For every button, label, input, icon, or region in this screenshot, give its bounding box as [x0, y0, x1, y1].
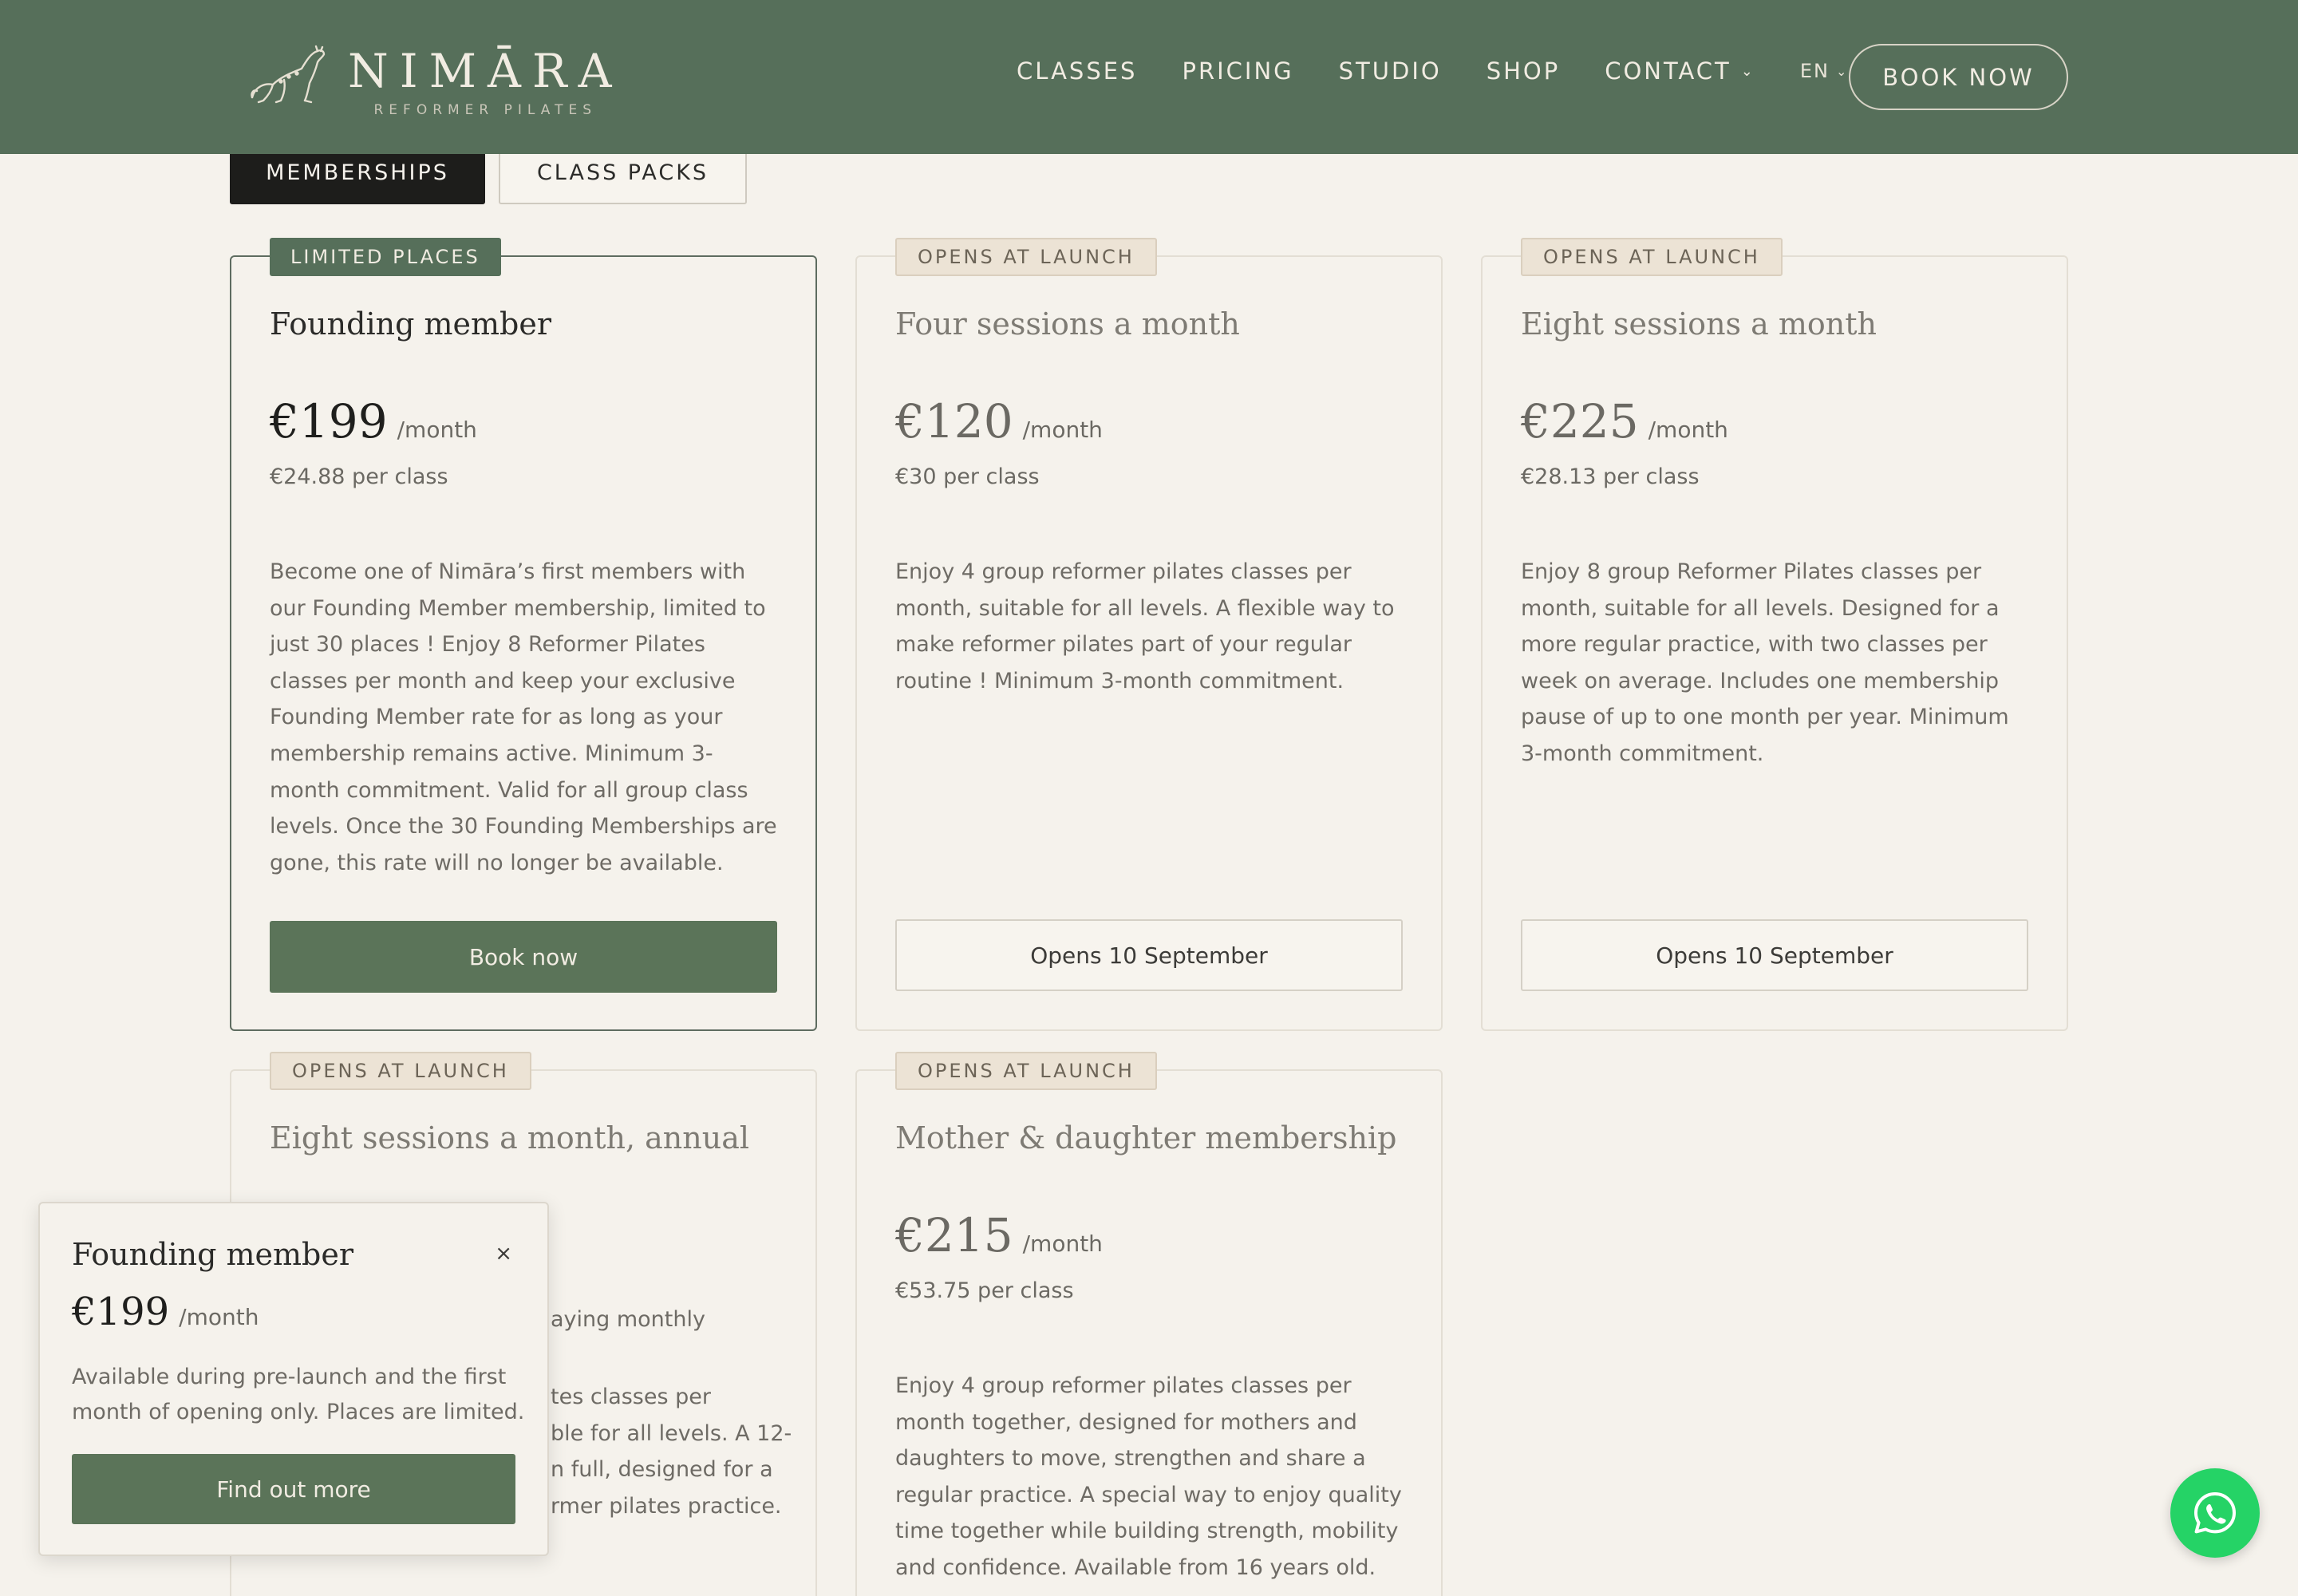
leopard-icon — [249, 45, 329, 109]
plan-description: Enjoy 8 group Reformer Pilates classes per month, suitable for all levels. Designed for a more regular practice, with two classes per week on average. Includes one membership pause of up to one month per year. Minimum 3-month commitment. — [1521, 559, 2009, 766]
description-line: ble for all levels. A 12- — [551, 1420, 792, 1446]
plan-period: /month — [397, 417, 477, 443]
main-nav — [1017, 57, 1848, 85]
opens-at-launch-badge: OPENS AT LAUNCH — [895, 238, 1157, 276]
founding-member-popup — [38, 1202, 549, 1556]
popup-price: €199 — [72, 1290, 170, 1334]
plan-card-mother-daughter — [855, 1060, 1443, 1596]
whatsapp-icon — [2189, 1487, 2241, 1539]
opens-at-launch-badge: OPENS AT LAUNCH — [1521, 238, 1783, 276]
plan-description — [551, 1379, 792, 1524]
popup-description: Available during pre-launch and the first month of opening only. Places are limited. — [72, 1365, 525, 1424]
plan-title: Four sessions a month — [895, 306, 1240, 342]
language-selector[interactable] — [1800, 60, 1849, 82]
whatsapp-button[interactable] — [2170, 1468, 2260, 1558]
description-line: rmer pilates practice. — [551, 1493, 782, 1519]
description-line: tes classes per — [551, 1385, 711, 1409]
opens-september-button[interactable]: Opens 10 September — [895, 919, 1403, 991]
logo-name: NIMĀRA — [348, 44, 623, 98]
opens-september-button[interactable]: Opens 10 September — [1521, 919, 2028, 991]
popup-title: Founding member — [72, 1237, 354, 1272]
plan-period: /month — [1022, 1231, 1103, 1257]
limited-places-badge: LIMITED PLACES — [270, 238, 501, 276]
plan-price: €120 — [895, 394, 1013, 448]
book-now-button[interactable]: BOOK NOW — [1849, 44, 2068, 110]
plan-billing-note: aying monthly — [551, 1307, 705, 1332]
logo[interactable] — [249, 41, 623, 118]
plan-description: Enjoy 4 group reformer pilates classes per month together, designed for mothers and daughters to move, strengthen and share a regular practice. A special way to enjoy quality time together while building strength, mobility and confidence. Available from 16 years old. — [895, 1373, 1402, 1580]
plan-title: Eight sessions a month — [1521, 306, 1877, 342]
language-label: EN — [1799, 60, 1830, 82]
plan-card-founding-member — [230, 246, 817, 1031]
plan-price: €225 — [1521, 394, 1639, 448]
price-per-class: €24.88 per class — [270, 464, 448, 489]
plan-title: Eight sessions a month, annual — [270, 1120, 750, 1156]
price-per-class: €28.13 per class — [1521, 464, 1700, 489]
close-icon[interactable]: × — [495, 1242, 512, 1266]
description-line: n full, designed for a — [551, 1457, 773, 1483]
price-per-class: €30 per class — [895, 464, 1040, 489]
book-now-plan-button[interactable]: Book now — [270, 921, 777, 993]
plan-description: Become one of Nimāra’s first members with our Founding Member membership, limited to just 30 places ! Enjoy 8 Reformer Pilates classes per month and keep your exclusive Founding Member rate for as long as your membership remains active. Minimum 3-month commitment. Valid for all group class levels. Once the 30 Founding Memberships are gone, this rate will no longer be available. — [270, 559, 777, 875]
plan-title: Founding member — [270, 306, 552, 342]
plan-card-four-sessions — [855, 246, 1443, 1031]
plan-period: /month — [1022, 417, 1103, 443]
nav-contact-label: CONTACT — [1605, 57, 1731, 85]
plan-period: /month — [1648, 417, 1728, 443]
price-per-class: €53.75 per class — [895, 1278, 1074, 1303]
logo-subtitle: REFORMER PILATES — [373, 102, 597, 118]
chevron-down-icon: ⌄ — [1835, 63, 1849, 79]
nav-contact[interactable] — [1605, 57, 1755, 85]
find-out-more-button[interactable]: Find out more — [72, 1454, 515, 1524]
nav-pricing[interactable]: PRICING — [1182, 57, 1294, 85]
plan-price: €199 — [270, 394, 388, 448]
chevron-down-icon: ⌄ — [1740, 62, 1755, 80]
nav-classes[interactable]: CLASSES — [1017, 57, 1138, 85]
popup-period: /month — [179, 1304, 259, 1330]
tab-memberships[interactable]: MEMBERSHIPS — [230, 140, 485, 204]
nav-shop[interactable]: SHOP — [1486, 57, 1561, 85]
plan-description: Enjoy 4 group reformer pilates classes per month, suitable for all levels. A flexible way to make reformer pilates part of your regular routine ! Minimum 3-month commitment. — [895, 559, 1395, 693]
opens-at-launch-badge: OPENS AT LAUNCH — [895, 1052, 1157, 1090]
plan-title: Mother & daughter membership — [895, 1120, 1397, 1156]
nav-studio[interactable]: STUDIO — [1338, 57, 1442, 85]
plan-card-eight-sessions — [1481, 246, 2068, 1031]
tab-class-packs[interactable]: CLASS PACKS — [499, 140, 747, 204]
plan-price: €215 — [895, 1208, 1013, 1262]
opens-at-launch-badge: OPENS AT LAUNCH — [270, 1052, 531, 1090]
site-header — [0, 0, 2298, 154]
